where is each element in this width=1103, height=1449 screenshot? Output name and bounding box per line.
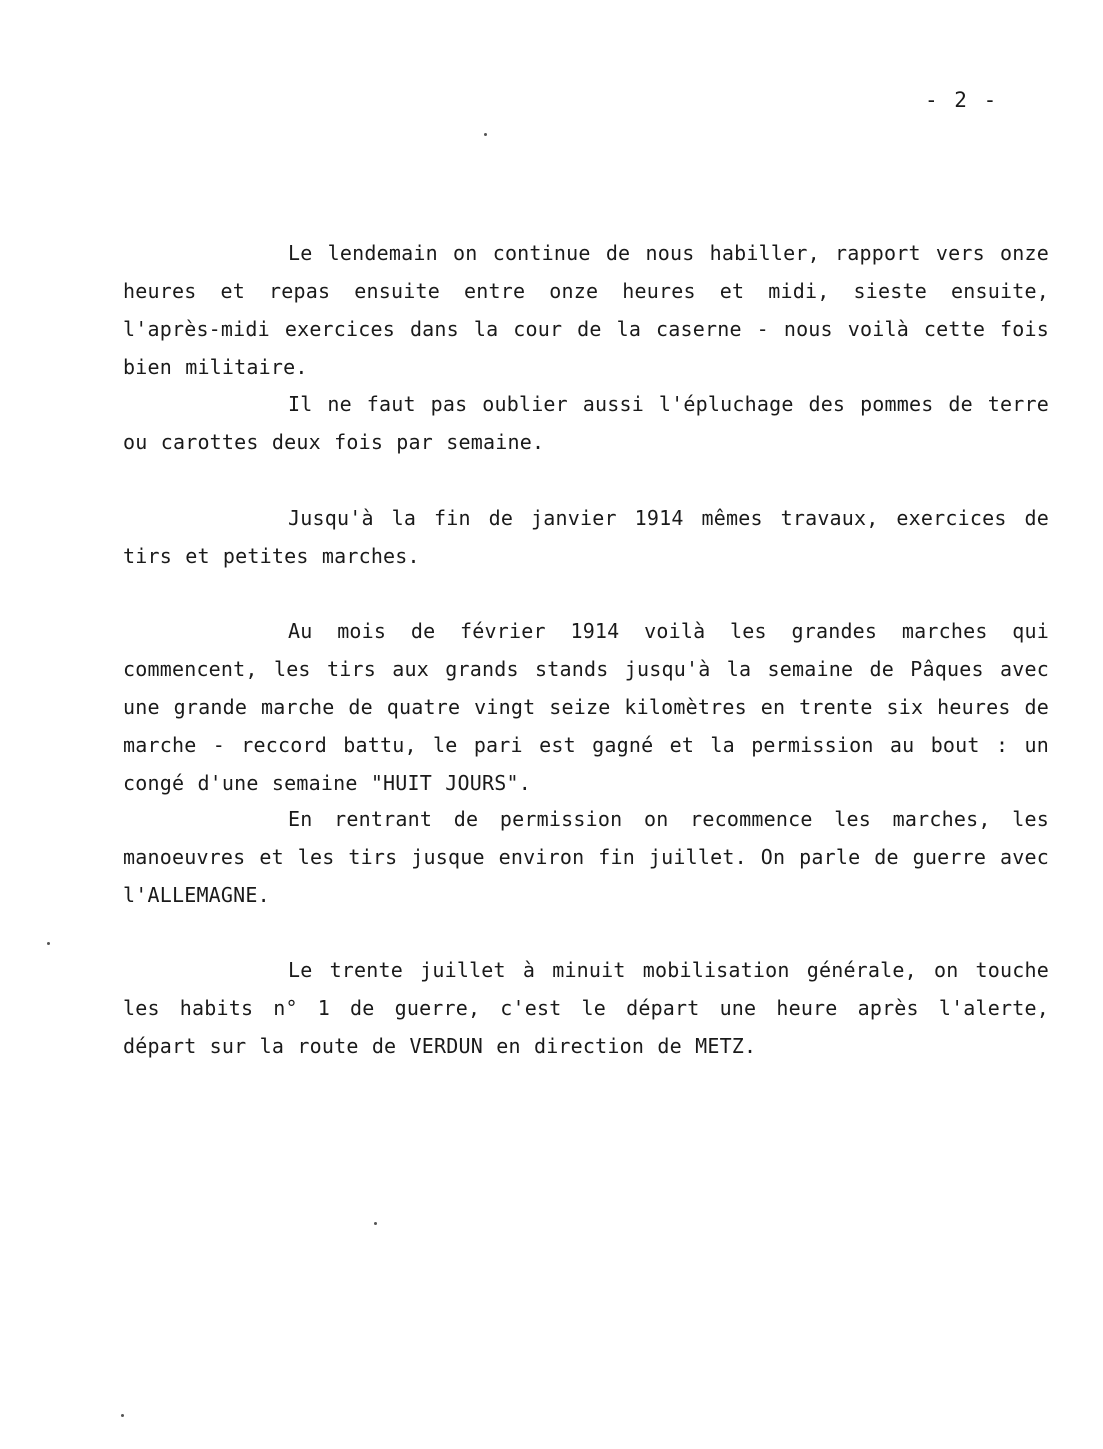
- scan-speck: [47, 942, 50, 945]
- paragraph-6: Le trente juillet à minuit mobilisation générale, on touche les habits n° 1 de guerre, c'est le départ une heure après l'alerte, départ sur la route de VERDUN en direction de METZ.: [123, 958, 1049, 1058]
- paragraph-4: Au mois de février 1914 voilà les grandes marches qui commencent, les tirs aux grands stands jusqu'à la semaine de Pâques avec une grande marche de quatre vingt seize kilomètres en trente six heures de marche - reccord battu, le pari est gagné et la permission au bout : un congé d'une semaine "HUIT JOURS".: [123, 619, 1049, 795]
- paragraph-5: En rentrant de permission on recommence les marches, les manoeuvres et les tirs jusque environ fin juillet. On parle de guerre avec l'ALLEMAGNE.: [123, 807, 1049, 907]
- paragraph-1: Le lendemain on continue de nous habiller, rapport vers onze heures et repas ensuite entre onze heures et midi, sieste ensuite, l'après-midi exercices dans la cour de la caserne - nous voilà cette fois bien militaire.: [123, 241, 1049, 379]
- scan-speck: [374, 1222, 377, 1225]
- paragraph-3: Jusqu'à la fin de janvier 1914 mêmes travaux, exercices de tirs et petites marches.: [123, 506, 1049, 568]
- scan-speck: [121, 1414, 124, 1417]
- scan-speck: [484, 133, 487, 136]
- paragraph-2: Il ne faut pas oublier aussi l'épluchage des pommes de terre ou carottes deux fois par semaine.: [123, 392, 1049, 454]
- page-number: - 2 -: [925, 88, 999, 112]
